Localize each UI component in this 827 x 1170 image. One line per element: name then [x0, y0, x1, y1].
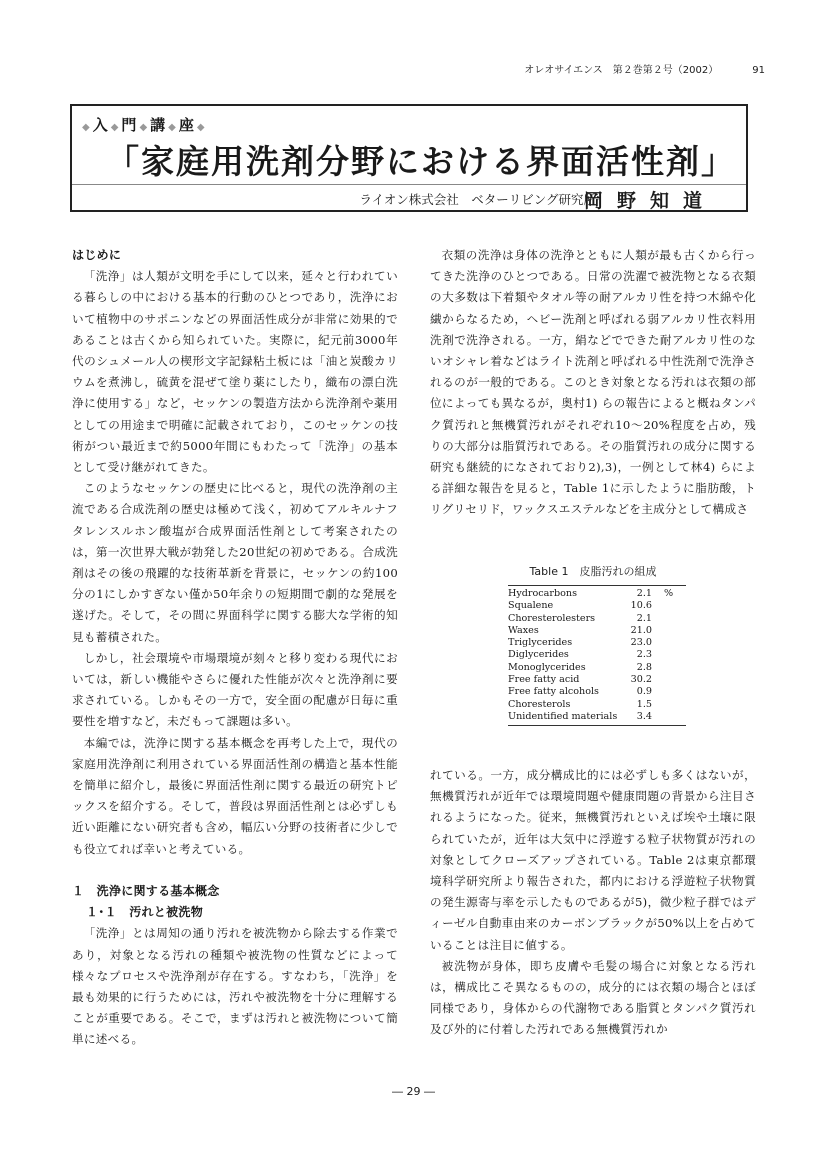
- row-value: 10.6: [630, 600, 652, 612]
- left-column: [72, 245, 398, 1051]
- right-column-bottom: [430, 765, 756, 1041]
- affiliation: ライオン株式会社 ベターリビング研究所: [359, 192, 596, 207]
- paragraph: 「洗浄」とは周知の通り汚れを被洗物から除去する作業であり，対象となる汚れの種類や被洗物の性質などによって様々なプロセスや洗浄剤が存在する。すなわち，「洗浄」を最も効果的に行うためには，汚れや被洗物を十分に理解することが重要である。そこで，まずは汚れと被洗物について簡単に述べる。: [72, 926, 398, 1047]
- paragraph: 衣類の洗浄は身体の洗浄とともに人類が最も古くから行ってきた洗浄のひとつである。日常の洗濯で被洗物となる衣類の大多数は下着類やタオル等の耐アルカリ性を持つ木綿や化繊からなるため，ヘビー洗剤と呼ばれる弱アルカリ性衣料用洗剤で洗浄される。一方，絹などでできた耐アルカリ性のないオシャレ着などはライト洗剤と呼ばれる中性洗剤で洗浄されるのが一般的である。このとき対象となる汚れは衣類の部位によっても異なるが，奥村1) らの報告によると概ねタンパク質汚れと無機質汚れがそれぞれ10～20%程度を占め，残りの大部分は脂質汚れである。その脂質汚れの成分に関する研究も継続的になされており2),3)，一例として林4) らによる詳細な報告を見ると，Table 1に示したように脂肪酸，トリグリセリド，ワックスエステルなどを主成分として構成さ: [430, 248, 756, 517]
- row-unit: [656, 637, 686, 649]
- section-heading-1: １ 洗浄に関する基本概念: [72, 883, 220, 898]
- title-box: [70, 104, 748, 212]
- row-value: 0.9: [636, 686, 652, 698]
- paragraph: しかし，社会環境や市場環境が刻々と移り変わる現代においては，新しい機能やさらに優れた性能が次々と洗浄剤に要求されている。しかもその一方で，安全面の配慮が日毎に重要性を増すなど，未だもって課題は多い。: [72, 650, 398, 729]
- table-row: [508, 649, 686, 661]
- row-unit: [656, 711, 686, 726]
- row-unit: [656, 625, 686, 637]
- table-row: [508, 711, 686, 726]
- row-label: Monoglycerides: [508, 661, 586, 673]
- row-value: 3.4: [628, 711, 656, 726]
- row-unit: [656, 686, 686, 698]
- row-label: Waxes: [508, 624, 539, 636]
- row-unit: [656, 662, 686, 674]
- row-label: Choresterolesters: [508, 612, 596, 624]
- row-value: 2.1: [628, 586, 656, 601]
- table1: [508, 585, 686, 726]
- running-header: [524, 61, 765, 76]
- paragraph: 本編では，洗浄に関する基本概念を再考した上で，現代の家庭用洗浄剤に利用されている界面活性剤の構造と基本性能を簡単に紹介し，最後に界面活性剤に関する最近の研究トピックスを紹介する。そして，普段は界面活性剤とは必ずしも近い距離にない研究者も含め，幅広い分野の技術者に少しでも役立てれば幸いと考えている。: [72, 735, 398, 856]
- table-row: [508, 686, 686, 698]
- paragraph: れている。一方，成分構成比的には必ずしも多くはないが，無機質汚れが近年では環境問題や健康問題の背景から注目されるようになった。従来，無機質汚れといえば埃や土壌に限られていたが，近年は大気中に浮遊する粒子状物質が汚れの対象としてクローズアップされている。Table 2は東京都環境科学研究所より報告された，都内における浮遊粒子状物質の発生源寄与率を示したものであるが5)，微少粒子群ではディーゼル自動車由来のカーボンブラックが50%以上を占めていることは注目に値する。: [430, 768, 756, 952]
- section-heading-intro: はじめに: [72, 248, 122, 262]
- row-value: 2.1: [636, 612, 652, 624]
- row-label: Unidentified materials: [508, 711, 628, 726]
- table-row: [508, 637, 686, 649]
- series-label: ◆ 入 ◆ 門 ◆ 講 ◆ 座 ◆: [82, 116, 206, 134]
- row-unit: [656, 674, 686, 686]
- paragraph: 被洗物が身体，即ち皮膚や毛髪の場合に対象となる汚れは，構成比こそ異なるものの，成分的には衣類の場合とほぼ同様であり，身体からの代謝物である脂質とタンパク質汚れ及び外的に付着した汚れである無機質汚れか: [430, 958, 756, 1037]
- row-label: Hydrocarbons: [508, 586, 628, 601]
- title-divider: [72, 184, 746, 185]
- row-value: 1.5: [636, 698, 652, 710]
- table1-caption: Table 1 皮脂汚れの組成: [529, 565, 657, 578]
- row-value: 2.3: [636, 649, 652, 661]
- row-value: 30.2: [630, 674, 652, 686]
- row-label: Diglycerides: [508, 649, 569, 661]
- row-unit: [656, 613, 686, 625]
- row-label: Free fatty acid: [508, 674, 580, 686]
- table-row: [508, 586, 686, 601]
- row-label: Free fatty alcohols: [508, 686, 599, 698]
- table-row: [508, 613, 686, 625]
- row-unit: %: [656, 586, 686, 601]
- journal-name: オレオサイエンス 第２巻第２号（2002）: [524, 65, 719, 76]
- author-name: 岡野知道: [583, 190, 716, 212]
- row-value: 21.0: [630, 624, 652, 636]
- table-row: [508, 600, 686, 612]
- row-label: Choresterols: [508, 698, 571, 710]
- table-row: [508, 662, 686, 674]
- table-row: [508, 674, 686, 686]
- row-unit: [656, 600, 686, 612]
- section-heading-1-1: １･１ 汚れと被洗物: [86, 905, 204, 920]
- table-row: [508, 699, 686, 711]
- right-column-top: [430, 245, 756, 521]
- paragraph: このようなセッケンの歴史に比べると，現代の洗浄剤の主流である合成洗剤の歴史は極めて浅く，初めてアルキルナフタレンスルホン酸塩が合成界面活性剤として考案されたのは，第一次世界大戦が勃発した20世紀の初めである。合成洗剤はその後の飛躍的な技術革新を背景に，セッケンの約100分の1にしかすぎない僅か50年余りの短期間で劇的な発展を遂げた。そして，その間に界面科学に関する膨大な学術的知見も蓄積された。: [72, 481, 398, 644]
- paragraph: 「洗浄」は人類が文明を手にして以来，延々と行われている暮らしの中における基本的行動のひとつであり，洗浄において植物中のサポニンなどの界面活性成分が非常に効果的であることは古くから知られていた。実際に，紀元前3000年代のシュメール人の楔形文字記録粘土板には「油と炭酸カリウムを煮沸し，硫黄を混ぜて塗り薬にしたり，織布の漂白洗浄に使用する」など，セッケンの製造方法から洗浄剤や薬用としての用途まで明確に記載されており，このセッケンの技術がつい最近まで約5000年間にもわたって「洗浄」の基本として受け継がれてきた。: [72, 269, 398, 475]
- row-unit: [656, 649, 686, 661]
- row-value: 23.0: [630, 637, 652, 649]
- row-unit: [656, 699, 686, 711]
- row-label: Triglycerides: [508, 637, 573, 649]
- table-row: [508, 625, 686, 637]
- page-footer: ― 29 ―: [392, 1085, 435, 1098]
- row-label: Squalene: [508, 600, 554, 612]
- article-title: 「家庭用洗剤分野における界面活性剤」: [106, 142, 736, 181]
- page-number: 91: [752, 65, 765, 76]
- row-value: 2.8: [636, 661, 652, 673]
